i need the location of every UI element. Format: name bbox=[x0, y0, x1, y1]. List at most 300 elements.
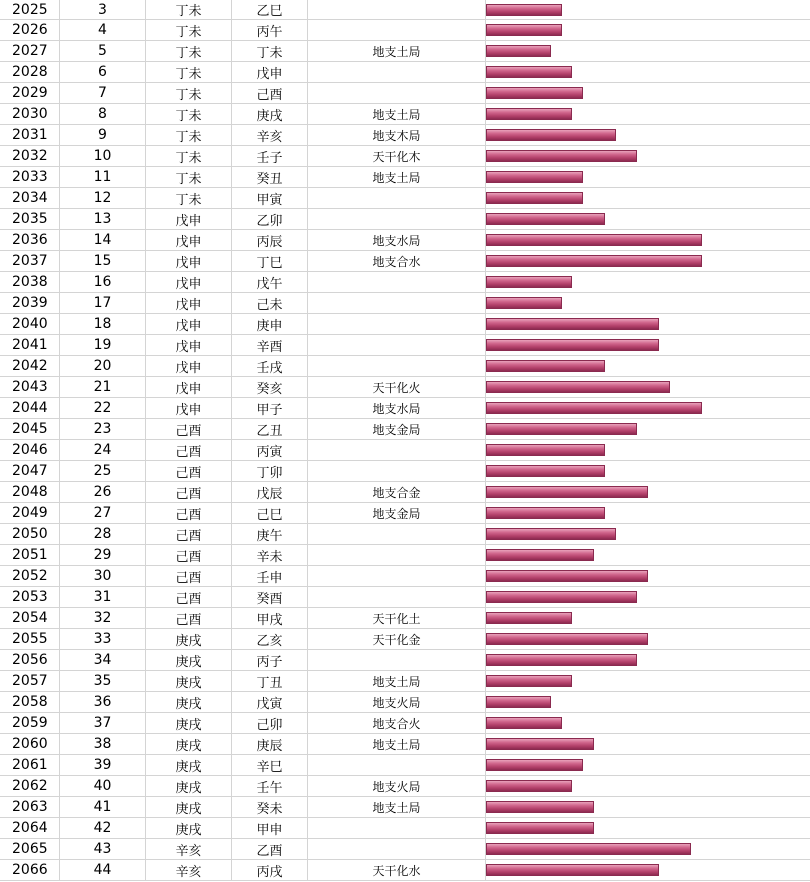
liunian-cell: 庚申 bbox=[232, 314, 308, 334]
liunian-cell: 丁丑 bbox=[232, 671, 308, 691]
score-bar bbox=[486, 4, 562, 16]
dayun-cell: 庚戌 bbox=[146, 692, 232, 712]
score-bar bbox=[486, 675, 572, 687]
age-cell: 26 bbox=[60, 482, 146, 502]
year-cell: 2059 bbox=[0, 713, 60, 733]
year-cell: 2037 bbox=[0, 251, 60, 271]
score-bar bbox=[486, 738, 594, 750]
liunian-cell: 癸未 bbox=[232, 797, 308, 817]
score-bar bbox=[486, 150, 637, 162]
liunian-cell: 癸丑 bbox=[232, 167, 308, 187]
age-cell: 8 bbox=[60, 104, 146, 124]
table-row bbox=[0, 167, 810, 188]
note-cell bbox=[308, 755, 486, 775]
score-bar bbox=[486, 234, 702, 246]
bar-cell bbox=[486, 314, 810, 334]
bar-cell bbox=[486, 251, 810, 271]
age-cell: 25 bbox=[60, 461, 146, 481]
table-row bbox=[0, 356, 810, 377]
liunian-cell: 己未 bbox=[232, 293, 308, 313]
table-row bbox=[0, 377, 810, 398]
year-cell: 2062 bbox=[0, 776, 60, 796]
age-cell: 5 bbox=[60, 41, 146, 61]
dayun-cell: 庚戌 bbox=[146, 713, 232, 733]
table-row bbox=[0, 734, 810, 755]
note-cell: 地支水局 bbox=[308, 398, 486, 418]
bar-cell bbox=[486, 503, 810, 523]
dayun-cell: 庚戌 bbox=[146, 734, 232, 754]
bar-cell bbox=[486, 83, 810, 103]
age-cell: 22 bbox=[60, 398, 146, 418]
year-cell: 2039 bbox=[0, 293, 60, 313]
liunian-cell: 己卯 bbox=[232, 713, 308, 733]
year-cell: 2041 bbox=[0, 335, 60, 355]
year-cell: 2029 bbox=[0, 83, 60, 103]
dayun-cell: 庚戌 bbox=[146, 671, 232, 691]
dayun-cell: 庚戌 bbox=[146, 818, 232, 838]
year-cell: 2055 bbox=[0, 629, 60, 649]
liunian-cell: 辛亥 bbox=[232, 125, 308, 145]
age-cell: 36 bbox=[60, 692, 146, 712]
year-cell: 2032 bbox=[0, 146, 60, 166]
note-cell: 地支金局 bbox=[308, 503, 486, 523]
score-bar bbox=[486, 66, 572, 78]
liunian-cell: 丁未 bbox=[232, 41, 308, 61]
table-row bbox=[0, 230, 810, 251]
score-bar bbox=[486, 759, 583, 771]
table-row bbox=[0, 0, 810, 20]
liunian-cell: 壬午 bbox=[232, 776, 308, 796]
table-row bbox=[0, 482, 810, 503]
dayun-cell: 丁未 bbox=[146, 167, 232, 187]
age-cell: 30 bbox=[60, 566, 146, 586]
table-row bbox=[0, 587, 810, 608]
year-cell: 2048 bbox=[0, 482, 60, 502]
bar-cell bbox=[486, 398, 810, 418]
score-bar bbox=[486, 780, 572, 792]
liunian-cell: 丙寅 bbox=[232, 440, 308, 460]
liunian-cell: 丙辰 bbox=[232, 230, 308, 250]
dayun-cell: 戊申 bbox=[146, 251, 232, 271]
bar-cell bbox=[486, 0, 810, 19]
age-cell: 17 bbox=[60, 293, 146, 313]
note-cell bbox=[308, 272, 486, 292]
note-cell: 地支水局 bbox=[308, 230, 486, 250]
age-cell: 42 bbox=[60, 818, 146, 838]
note-cell: 天干化木 bbox=[308, 146, 486, 166]
liunian-cell: 甲戌 bbox=[232, 608, 308, 628]
bar-cell bbox=[486, 818, 810, 838]
note-cell: 天干化火 bbox=[308, 377, 486, 397]
note-cell: 天干化金 bbox=[308, 629, 486, 649]
note-cell bbox=[308, 461, 486, 481]
age-cell: 13 bbox=[60, 209, 146, 229]
age-cell: 11 bbox=[60, 167, 146, 187]
bar-cell bbox=[486, 608, 810, 628]
dayun-cell: 戊申 bbox=[146, 230, 232, 250]
year-cell: 2065 bbox=[0, 839, 60, 859]
age-cell: 31 bbox=[60, 587, 146, 607]
table-row bbox=[0, 62, 810, 83]
dayun-cell: 丁未 bbox=[146, 104, 232, 124]
table-row bbox=[0, 503, 810, 524]
table-row bbox=[0, 104, 810, 125]
bar-cell bbox=[486, 692, 810, 712]
score-bar bbox=[486, 87, 583, 99]
liunian-cell: 丙戌 bbox=[232, 860, 308, 880]
note-cell bbox=[308, 209, 486, 229]
liunian-cell: 戊辰 bbox=[232, 482, 308, 502]
year-cell: 2034 bbox=[0, 188, 60, 208]
liunian-cell: 壬子 bbox=[232, 146, 308, 166]
bar-cell bbox=[486, 461, 810, 481]
liunian-cell: 戊申 bbox=[232, 62, 308, 82]
dayun-cell: 丁未 bbox=[146, 62, 232, 82]
note-cell: 地支合水 bbox=[308, 251, 486, 271]
liunian-cell: 己巳 bbox=[232, 503, 308, 523]
score-bar bbox=[486, 360, 605, 372]
bar-cell bbox=[486, 797, 810, 817]
liunian-cell: 庚戌 bbox=[232, 104, 308, 124]
score-bar bbox=[486, 864, 659, 876]
dayun-cell: 庚戌 bbox=[146, 755, 232, 775]
year-cell: 2061 bbox=[0, 755, 60, 775]
score-bar bbox=[486, 507, 605, 519]
note-cell bbox=[308, 62, 486, 82]
note-cell: 地支火局 bbox=[308, 692, 486, 712]
age-cell: 16 bbox=[60, 272, 146, 292]
note-cell: 地支土局 bbox=[308, 797, 486, 817]
age-cell: 29 bbox=[60, 545, 146, 565]
dayun-cell: 己酉 bbox=[146, 566, 232, 586]
age-cell: 4 bbox=[60, 20, 146, 40]
year-cell: 2064 bbox=[0, 818, 60, 838]
bar-cell bbox=[486, 167, 810, 187]
bar-cell bbox=[486, 650, 810, 670]
year-cell: 2028 bbox=[0, 62, 60, 82]
year-cell: 2038 bbox=[0, 272, 60, 292]
bar-cell bbox=[486, 671, 810, 691]
score-bar bbox=[486, 654, 637, 666]
year-cell: 2031 bbox=[0, 125, 60, 145]
year-cell: 2030 bbox=[0, 104, 60, 124]
age-cell: 34 bbox=[60, 650, 146, 670]
dayun-cell: 丁未 bbox=[146, 41, 232, 61]
score-bar bbox=[486, 612, 572, 624]
dayun-cell: 庚戌 bbox=[146, 650, 232, 670]
age-cell: 19 bbox=[60, 335, 146, 355]
score-bar bbox=[486, 318, 659, 330]
note-cell bbox=[308, 0, 486, 19]
bar-cell bbox=[486, 146, 810, 166]
dayun-cell: 辛亥 bbox=[146, 860, 232, 880]
dayun-cell: 戊申 bbox=[146, 356, 232, 376]
table-row bbox=[0, 713, 810, 734]
liunian-cell: 癸亥 bbox=[232, 377, 308, 397]
age-cell: 28 bbox=[60, 524, 146, 544]
bar-cell bbox=[486, 125, 810, 145]
note-cell bbox=[308, 440, 486, 460]
age-cell: 3 bbox=[60, 0, 146, 19]
table-row bbox=[0, 629, 810, 650]
score-bar bbox=[486, 549, 594, 561]
note-cell: 地支火局 bbox=[308, 776, 486, 796]
table-row bbox=[0, 692, 810, 713]
dayun-cell: 丁未 bbox=[146, 146, 232, 166]
table-row bbox=[0, 608, 810, 629]
note-cell: 地支土局 bbox=[308, 41, 486, 61]
dayun-cell: 戊申 bbox=[146, 314, 232, 334]
score-bar bbox=[486, 171, 583, 183]
table-row bbox=[0, 293, 810, 314]
score-bar bbox=[486, 591, 637, 603]
year-cell: 2050 bbox=[0, 524, 60, 544]
year-cell: 2045 bbox=[0, 419, 60, 439]
dayun-cell: 庚戌 bbox=[146, 776, 232, 796]
bar-cell bbox=[486, 524, 810, 544]
dayun-cell: 庚戌 bbox=[146, 629, 232, 649]
bar-cell bbox=[486, 545, 810, 565]
score-bar bbox=[486, 297, 562, 309]
bar-cell bbox=[486, 566, 810, 586]
age-cell: 40 bbox=[60, 776, 146, 796]
score-bar bbox=[486, 402, 702, 414]
table-row bbox=[0, 314, 810, 335]
dayun-cell: 己酉 bbox=[146, 545, 232, 565]
note-cell bbox=[308, 356, 486, 376]
bar-cell bbox=[486, 293, 810, 313]
liunian-cell: 辛酉 bbox=[232, 335, 308, 355]
age-cell: 6 bbox=[60, 62, 146, 82]
table-row bbox=[0, 839, 810, 860]
score-bar bbox=[486, 276, 572, 288]
year-cell: 2033 bbox=[0, 167, 60, 187]
score-bar bbox=[486, 486, 648, 498]
age-cell: 41 bbox=[60, 797, 146, 817]
liunian-cell: 丙午 bbox=[232, 20, 308, 40]
dayun-cell: 丁未 bbox=[146, 0, 232, 19]
note-cell bbox=[308, 587, 486, 607]
year-cell: 2042 bbox=[0, 356, 60, 376]
table-row bbox=[0, 419, 810, 440]
age-cell: 14 bbox=[60, 230, 146, 250]
score-bar bbox=[486, 192, 583, 204]
liunian-cell: 甲子 bbox=[232, 398, 308, 418]
table-row bbox=[0, 20, 810, 41]
year-cell: 2057 bbox=[0, 671, 60, 691]
score-bar bbox=[486, 255, 702, 267]
note-cell: 地支土局 bbox=[308, 104, 486, 124]
liunian-cell: 乙丑 bbox=[232, 419, 308, 439]
table-row bbox=[0, 461, 810, 482]
note-cell bbox=[308, 188, 486, 208]
note-cell: 天干化水 bbox=[308, 860, 486, 880]
table-row bbox=[0, 146, 810, 167]
year-cell: 2040 bbox=[0, 314, 60, 334]
table-row bbox=[0, 398, 810, 419]
bar-cell bbox=[486, 104, 810, 124]
bar-cell bbox=[486, 440, 810, 460]
score-bar bbox=[486, 108, 572, 120]
bar-cell bbox=[486, 335, 810, 355]
year-cell: 2025 bbox=[0, 0, 60, 19]
dayun-cell: 己酉 bbox=[146, 608, 232, 628]
bar-cell bbox=[486, 755, 810, 775]
bar-cell bbox=[486, 377, 810, 397]
age-cell: 39 bbox=[60, 755, 146, 775]
score-bar bbox=[486, 444, 605, 456]
year-cell: 2056 bbox=[0, 650, 60, 670]
liunian-cell: 乙巳 bbox=[232, 0, 308, 19]
bar-cell bbox=[486, 230, 810, 250]
note-cell bbox=[308, 83, 486, 103]
liunian-cell: 戊寅 bbox=[232, 692, 308, 712]
dayun-cell: 戊申 bbox=[146, 398, 232, 418]
dayun-cell: 戊申 bbox=[146, 272, 232, 292]
bar-cell bbox=[486, 356, 810, 376]
score-bar bbox=[486, 45, 551, 57]
dayun-cell: 己酉 bbox=[146, 503, 232, 523]
table-row bbox=[0, 818, 810, 839]
liunian-cell: 辛巳 bbox=[232, 755, 308, 775]
note-cell bbox=[308, 566, 486, 586]
age-cell: 43 bbox=[60, 839, 146, 859]
note-cell: 地支土局 bbox=[308, 734, 486, 754]
age-cell: 7 bbox=[60, 83, 146, 103]
age-cell: 23 bbox=[60, 419, 146, 439]
bar-cell bbox=[486, 209, 810, 229]
note-cell bbox=[308, 524, 486, 544]
note-cell bbox=[308, 545, 486, 565]
year-cell: 2060 bbox=[0, 734, 60, 754]
bar-cell bbox=[486, 482, 810, 502]
dayun-cell: 己酉 bbox=[146, 419, 232, 439]
dayun-cell: 丁未 bbox=[146, 83, 232, 103]
dayun-cell: 戊申 bbox=[146, 209, 232, 229]
liunian-cell: 丙子 bbox=[232, 650, 308, 670]
bar-cell bbox=[486, 713, 810, 733]
year-cell: 2043 bbox=[0, 377, 60, 397]
score-bar bbox=[486, 129, 616, 141]
age-cell: 38 bbox=[60, 734, 146, 754]
age-cell: 21 bbox=[60, 377, 146, 397]
table-row bbox=[0, 251, 810, 272]
dayun-cell: 己酉 bbox=[146, 482, 232, 502]
score-bar bbox=[486, 381, 670, 393]
liunian-cell: 庚辰 bbox=[232, 734, 308, 754]
age-cell: 15 bbox=[60, 251, 146, 271]
year-cell: 2047 bbox=[0, 461, 60, 481]
note-cell: 地支合金 bbox=[308, 482, 486, 502]
bar-cell bbox=[486, 20, 810, 40]
note-cell: 地支合火 bbox=[308, 713, 486, 733]
table-row bbox=[0, 272, 810, 293]
age-cell: 32 bbox=[60, 608, 146, 628]
table-row bbox=[0, 41, 810, 62]
dayun-cell: 辛亥 bbox=[146, 839, 232, 859]
score-bar bbox=[486, 822, 594, 834]
table-row bbox=[0, 188, 810, 209]
dayun-cell: 庚戌 bbox=[146, 797, 232, 817]
dayun-cell: 戊申 bbox=[146, 335, 232, 355]
score-bar bbox=[486, 843, 691, 855]
age-cell: 35 bbox=[60, 671, 146, 691]
age-cell: 44 bbox=[60, 860, 146, 880]
liunian-cell: 壬申 bbox=[232, 566, 308, 586]
bar-cell bbox=[486, 776, 810, 796]
table-row bbox=[0, 545, 810, 566]
liunian-cell: 戊午 bbox=[232, 272, 308, 292]
bar-cell bbox=[486, 734, 810, 754]
dayun-cell: 戊申 bbox=[146, 293, 232, 313]
table-row bbox=[0, 671, 810, 692]
age-cell: 18 bbox=[60, 314, 146, 334]
liunian-cell: 己酉 bbox=[232, 83, 308, 103]
bar-cell bbox=[486, 41, 810, 61]
age-cell: 12 bbox=[60, 188, 146, 208]
bar-cell bbox=[486, 272, 810, 292]
table-row bbox=[0, 860, 810, 881]
table-row bbox=[0, 650, 810, 671]
age-cell: 33 bbox=[60, 629, 146, 649]
year-cell: 2027 bbox=[0, 41, 60, 61]
note-cell bbox=[308, 20, 486, 40]
bar-cell bbox=[486, 419, 810, 439]
age-cell: 10 bbox=[60, 146, 146, 166]
year-cell: 2063 bbox=[0, 797, 60, 817]
note-cell bbox=[308, 839, 486, 859]
liunian-cell: 乙亥 bbox=[232, 629, 308, 649]
liunian-cell: 庚午 bbox=[232, 524, 308, 544]
bar-cell bbox=[486, 587, 810, 607]
bar-cell bbox=[486, 860, 810, 880]
note-cell: 地支土局 bbox=[308, 167, 486, 187]
bar-cell bbox=[486, 839, 810, 859]
bar-cell bbox=[486, 188, 810, 208]
liunian-cell: 乙酉 bbox=[232, 839, 308, 859]
liunian-cell: 丁卯 bbox=[232, 461, 308, 481]
note-cell bbox=[308, 293, 486, 313]
year-cell: 2026 bbox=[0, 20, 60, 40]
dayun-cell: 己酉 bbox=[146, 587, 232, 607]
table-row bbox=[0, 755, 810, 776]
table-row bbox=[0, 776, 810, 797]
score-bar bbox=[486, 633, 648, 645]
note-cell: 地支土局 bbox=[308, 671, 486, 691]
dayun-cell: 丁未 bbox=[146, 188, 232, 208]
note-cell: 地支木局 bbox=[308, 125, 486, 145]
age-cell: 24 bbox=[60, 440, 146, 460]
year-cell: 2049 bbox=[0, 503, 60, 523]
year-cell: 2036 bbox=[0, 230, 60, 250]
note-cell bbox=[308, 818, 486, 838]
year-cell: 2058 bbox=[0, 692, 60, 712]
score-bar bbox=[486, 717, 562, 729]
year-cell: 2053 bbox=[0, 587, 60, 607]
table-row bbox=[0, 524, 810, 545]
age-cell: 20 bbox=[60, 356, 146, 376]
score-bar bbox=[486, 801, 594, 813]
dayun-cell: 丁未 bbox=[146, 20, 232, 40]
table-row bbox=[0, 440, 810, 461]
table-row bbox=[0, 335, 810, 356]
score-bar bbox=[486, 570, 648, 582]
score-bar bbox=[486, 24, 562, 36]
age-cell: 37 bbox=[60, 713, 146, 733]
score-bar bbox=[486, 339, 659, 351]
year-cell: 2035 bbox=[0, 209, 60, 229]
note-cell: 天干化土 bbox=[308, 608, 486, 628]
